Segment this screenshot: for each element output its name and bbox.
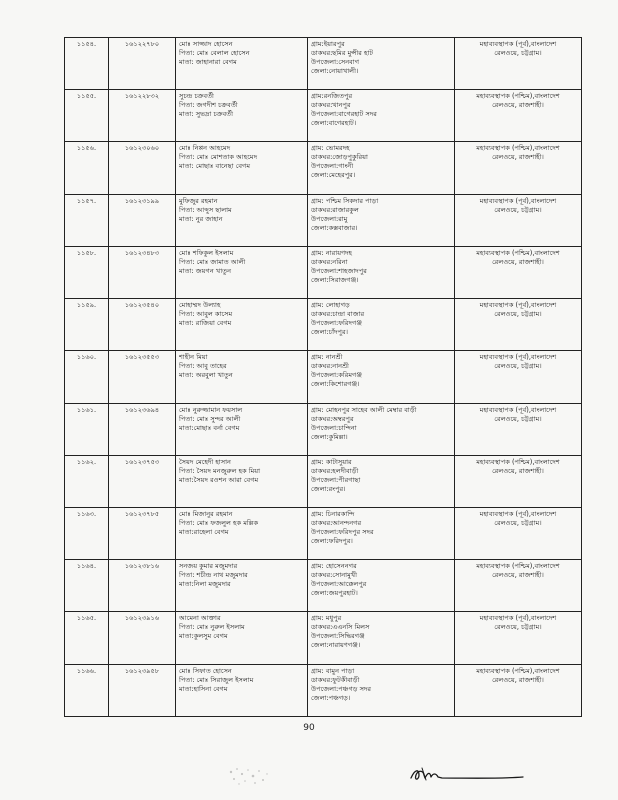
table-row [65,299,582,351]
posting-office-cell [455,612,582,664]
candidate-name-cell-father: পিতা: মোঃ বেলাল হোসেন [179,49,250,57]
candidate-name-cell-father: পিতা: আবু তাহের [179,362,227,371]
roll-number-cell-roll: ১৬১২৩৭৮৫ [124,509,160,518]
serial-number-cell-serial: ১১৬২. [76,457,97,466]
address-cell-addr4: জেলা:নোয়াখালী। [311,67,359,75]
serial-number-cell [65,403,109,455]
candidate-name-cell-mother: মাতা: সুভদ্রা চক্রবর্তী [179,110,233,119]
posting-office-cell-post2: রেলওয়ে, রাজশাহী। [492,675,544,684]
posting-office-cell [455,90,582,142]
roll-number-cell [109,612,176,664]
posting-office-cell-post1: মহাব্যবস্থাপক (পূর্ব),বাংলাদেশ [479,353,557,362]
candidate-name-cell-father: পিতা: আব্দুস ছালাম [179,205,232,214]
serial-number-cell-serial: ১১৬৪. [76,562,97,571]
posting-office-cell [455,246,582,298]
scan-smudge-mark [225,764,273,788]
candidate-name-cell-mother: মাতা:মোছাঃ বর্না বেগম [179,423,240,432]
address-cell-addr2: ডাকঘর:নরিনা [311,257,348,266]
table-row [65,507,582,559]
candidate-name-cell-father: পিতা: মোঃ সুন্দর আলী [179,414,241,423]
candidate-name-cell-mother: মাতা: রাজিয়া বেগম [179,319,232,328]
address-cell-addr3: উপজেলা:শাহজাদপুর [311,266,367,275]
posting-office-cell-post1: মহাব্যবস্থাপক (পূর্ব),বাংলাদেশ [479,196,557,205]
address-cell-addr2: ডাকঘর:চান্দ্রা বাজার [311,310,365,319]
posting-office-cell [455,507,582,559]
posting-office-cell-post1: মহাব্যবস্থাপক (পূর্ব),বাংলাদেশ [479,40,557,48]
posting-office-cell-post2: রেলওয়ে, রাজশাহী। [492,257,544,266]
roll-number-cell-roll: ১৬১২৩৪৮৩ [124,248,160,257]
handwritten-signature [407,766,527,784]
serial-number-cell-serial: ১১৬৩. [76,509,97,518]
candidate-name-cell [176,142,308,194]
posting-office-cell [455,38,582,90]
candidate-table [64,37,582,717]
posting-office-cell-post1: মহাব্যবস্থাপক (পশ্চিম),বাংলাদেশ [476,92,560,101]
roll-number-cell-roll: ১৬১২৩০৬০ [124,144,160,153]
candidate-name-cell-father: পিতা: মোঃ নুরুল ইসলাম [179,623,245,632]
candidate-name-cell-mother: মাতা: মোছাঃ বানেছা বেগম [179,162,251,171]
candidate-name-cell [176,90,308,142]
serial-number-cell-serial: ১১৫৫. [76,92,97,101]
posting-office-cell-post2: রেলওয়ে, চট্টগ্রাম। [494,49,542,57]
table-row [65,246,582,298]
address-cell-addr3: উপজেলা:রামু [311,214,348,223]
candidate-name-cell-father: পিতা: সৈয়দ মনজুরুল হক মিয়া [179,466,261,475]
posting-office-cell-post1: মহাব্যবস্থাপক (পশ্চিম),বাংলাদেশ [476,457,560,466]
roll-number-cell [109,142,176,194]
address-cell [308,246,455,298]
posting-office-cell-post1: মহাব্যবস্থাপক (পূর্ব),বাংলাদেশ [479,405,557,414]
candidate-name-cell-name: মোঃ শফিকুল ইসলাম [179,248,234,257]
posting-office-cell [455,351,582,403]
roll-number-cell [109,664,176,716]
address-cell-addr3: উপজেলা:ফরিদপুর সদর [311,527,374,536]
serial-number-cell-serial: ১১৬৫. [76,614,97,623]
roll-number-cell [109,351,176,403]
serial-number-cell [65,455,109,507]
address-cell-addr4: জেলা:চাঁদপুর। [311,328,349,337]
address-cell-addr3: উপজেলা:চান্দিনা [311,423,357,432]
address-cell-addr1: গ্রাম: মোহনপুর সাহেব আলী মেম্বার বাড়ী [311,405,417,414]
address-cell-addr1: গ্রাম: নানশ্রী [311,353,343,362]
candidate-list-sheet [64,37,581,717]
address-cell-addr3: উপজেলা:আক্কেলপুর [311,580,367,589]
posting-office-cell-post1: মহাব্যবস্থাপক (পূর্ব),বাংলাদেশ [479,301,557,310]
address-cell-addr4: জেলা:কিশোরগঞ্জ। [311,380,360,389]
candidate-name-cell-mother: মাতা:সৈয়দ রওশন আরা বেগম [179,475,259,484]
table-row [65,142,582,194]
address-cell-addr2: ডাকঘর:নানশ্রী [311,362,349,371]
roll-number-cell-roll: ১৬১২৩১৯৯ [124,196,160,205]
address-cell-addr4: জেলা:বাগেরহাট। [311,119,357,128]
serial-number-cell-serial: ১১৫৪. [76,40,97,48]
serial-number-cell [65,664,109,716]
candidate-name-cell [176,403,308,455]
posting-office-cell-post1: মহাব্যবস্থাপক (পূর্ব),বাংলাদেশ [479,509,557,518]
table-row [65,560,582,612]
address-cell-addr1: গ্রাম: ভোমরদহ [311,144,350,153]
candidate-name-cell-mother: মাতা: জাহানারা বেগম [179,58,237,66]
address-cell-addr1: গ্রাম: চিনারকান্দি [311,509,355,518]
table-row [65,351,582,403]
candidate-name-cell-mother: মাতা:রাহেলা বেগম [179,527,229,536]
candidate-name-cell-name: সৈয়দ মেহেদী হাসান [179,457,231,466]
candidate-name-cell-mother: মাতা:কুলসুম বেগম [179,632,228,641]
candidate-name-cell-father: পিতা: মোঃ সিরাজুল ইসলাম [179,675,254,684]
candidate-name-cell-name: আমেনা আক্তার [179,614,221,623]
serial-number-cell [65,507,109,559]
candidate-name-cell-father: পিতা: শচীন্দ্র নাথ মজুমদার [179,571,248,580]
address-cell-addr2: ডাকঘর:রাজারকুল [311,205,359,214]
posting-office-cell-post1: মহাব্যবস্থাপক (পূর্ব),বাংলাদেশ [479,614,557,623]
posting-office-cell-post1: মহাব্যবস্থাপক (পশ্চিম),বাংলাদেশ [476,666,560,675]
table-row [65,403,582,455]
roll-number-cell [109,246,176,298]
candidate-name-cell-name: মোঃ মিজানুর রহমান [179,509,233,518]
serial-number-cell [65,142,109,194]
address-cell-addr2: ডাকঘর:সোনামুখী [311,571,357,580]
address-cell-addr4: জেলা:মেহেরপুর। [311,171,356,180]
address-cell [308,403,455,455]
posting-office-cell-post2: রেলওয়ে, চট্টগ্রাম। [494,205,542,214]
candidate-name-cell [176,507,308,559]
table-row [65,194,582,246]
serial-number-cell [65,299,109,351]
page-number: 90 [303,723,315,733]
candidate-name-cell [176,351,308,403]
candidate-table-body [65,38,582,717]
serial-number-cell-serial: ১১৬০. [76,353,97,362]
roll-number-cell-roll: ১৬১২৩৯৫৮ [124,666,160,675]
candidate-name-cell-father: পিতা: আবুল কাসেম [179,310,233,319]
candidate-name-cell-mother: মাতা: অরবুলা খাতুন [179,371,233,380]
address-cell-addr3: উপজেলা:গাংনী [311,162,354,171]
candidate-name-cell-name: সুচন্দ্র চক্রবর্তী [179,92,214,101]
serial-number-cell [65,560,109,612]
serial-number-cell [65,38,109,90]
posting-office-cell [455,664,582,716]
candidate-name-cell [176,455,308,507]
address-cell-addr2: ডাকঘর:ফুটকীবাড়ী [311,675,360,684]
address-cell-addr4: জেলা:নারায়ণগঞ্জ। [311,641,361,650]
address-cell-addr3: উপজেলা:করিমগঞ্জ [311,371,362,380]
roll-number-cell-roll: ১৬১২৩৭৫৩ [124,457,160,466]
posting-office-cell-post1: মহাব্যবস্থাপক (পশ্চিম),বাংলাদেশ [476,562,560,571]
candidate-name-cell-mother: মাতা: নুর জাহান [179,214,223,223]
serial-number-cell-serial: ১১৬৬. [76,666,97,675]
address-cell-addr3: উপজেলা:বাগেরহাট সদর [311,110,377,119]
candidate-name-cell [176,612,308,664]
serial-number-cell-serial: ১১৫৯. [76,301,97,310]
posting-office-cell-post2: রেলওয়ে, চট্টগ্রাম। [494,414,542,423]
address-cell-addr2: ডাকঘর:ছমির মুন্সীর হাট [311,49,373,57]
posting-office-cell [455,560,582,612]
candidate-name-cell-mother: মাতা:নিলা মজুমদার [179,580,231,589]
posting-office-cell [455,142,582,194]
address-cell [308,507,455,559]
address-cell-addr2: ডাকঘর:অম্বরপুর [311,414,354,423]
address-cell-addr1: গ্রাম: লোহাগড় [311,301,350,310]
address-cell-addr4: জেলা:ফরিদপুর। [311,536,353,545]
table-row [65,664,582,716]
candidate-name-cell-father: পিতা: মোঃ মোশতাক আহমেদ [179,153,258,162]
address-cell-addr1: গ্রাম: পশ্চিম সিকদার পাড়া [311,196,379,205]
roll-number-cell-roll: ১৬১২৩৯১৬ [124,614,160,623]
address-cell [308,560,455,612]
posting-office-cell-post1: মহাব্যবস্থাপক (পশ্চিম),বাংলাদেশ [476,248,560,257]
posting-office-cell [455,194,582,246]
roll-number-cell [109,38,176,90]
address-cell [308,664,455,716]
address-cell-addr2: ডাকঘর:এএনসি মিলস [311,623,370,632]
serial-number-cell [65,194,109,246]
candidate-name-cell-name: মোহাম্মদ উল্যাহ [179,301,221,310]
address-cell-addr3: উপজেলা:সিদ্ধিরগঞ্জ [311,632,365,641]
address-cell-addr4: জেলা:সিরাজগঞ্জ। [311,275,359,284]
posting-office-cell [455,455,582,507]
candidate-name-cell-father: পিতা: মোঃ ফজলুল হক মল্লিক [179,518,259,527]
posting-office-cell-post2: রেলওয়ে, চট্টগ্রাম। [494,623,542,632]
serial-number-cell-serial: ১১৫৮. [76,248,97,257]
candidate-name-cell-name: সনজয় কুমার মজুমদার [179,562,238,571]
posting-office-cell-post2: রেলওয়ে, চট্টগ্রাম। [494,518,542,527]
candidate-name-cell [176,38,308,90]
candidate-name-cell [176,246,308,298]
candidate-name-cell-mother: মাতা:হাসিনা বেগম [179,684,228,693]
roll-number-cell [109,560,176,612]
candidate-name-cell-father: পিতা: মোঃ জামাত আলী [179,257,246,266]
posting-office-cell [455,403,582,455]
address-cell-addr4: জেলা:জয়পুরহাট। [311,589,358,598]
candidate-name-cell-father: পিতা: জগদীশ চক্রবর্তী [179,101,238,110]
serial-number-cell [65,351,109,403]
candidate-name-cell [176,299,308,351]
posting-office-cell-post2: রেলওয়ে, রাজশাহী। [492,571,544,580]
address-cell [308,612,455,664]
address-cell-addr1: গ্রাম: কাটাসুয়ার [311,457,352,466]
address-cell-addr4: জেলা:রংপুর। [311,484,346,493]
roll-number-cell [109,455,176,507]
candidate-name-cell-name: মোঃ সাজ্জাদ হোসেন [179,40,233,48]
serial-number-cell-serial: ১১৫৭. [76,196,97,205]
posting-office-cell-post2: রেলওয়ে, চট্টগ্রাম। [494,310,542,319]
posting-office-cell-post2: রেলওয়ে, চট্টগ্রাম। [494,362,542,371]
table-row [65,455,582,507]
serial-number-cell [65,612,109,664]
address-cell-addr1: গ্রাম: নারায়ণদহ [311,248,353,257]
address-cell-addr1: গ্রাম:রনজিতপুর [311,92,353,101]
candidate-name-cell-name: মোঃ নিপ্পন আহমেদ [179,144,231,153]
address-cell-addr1: গ্রাম: মধুপুর [311,614,342,623]
address-cell [308,299,455,351]
posting-office-cell-post2: রেলওয়ে, রাজশাহী। [492,153,544,162]
candidate-name-cell-name: মোঃ নুরুজ্জামান ফয়সাল [179,405,243,414]
posting-office-cell-post2: রেলওয়ে, রাজশাহী। [492,101,544,110]
address-cell-addr4: জেলা:পঞ্চগড়। [311,693,351,702]
address-cell-addr2: ডাকঘর:জোড়পুকুরিয়া [311,153,368,162]
address-cell [308,455,455,507]
address-cell-addr3: উপজেলা:ফরিদগঞ্জ [311,319,362,328]
serial-number-cell [65,246,109,298]
candidate-name-cell [176,664,308,716]
address-cell-addr3: উপজেলা:পঞ্চগড় সদর [311,684,372,693]
serial-number-cell-serial: ১১৫৬. [76,144,97,153]
candidate-name-cell-name: মোঃ সিফাত হোসেন [179,666,232,675]
address-cell-addr1: গ্রাম: বামুন পাড়া [311,666,355,675]
roll-number-cell-roll: ১৬১২৩৫৪০ [124,301,160,310]
roll-number-cell-roll: ১৬১২২৮৩২ [124,92,160,101]
roll-number-cell-roll: ১৬১২৩৬৯৪ [124,405,160,414]
roll-number-cell [109,403,176,455]
address-cell-addr2: ডাকঘর:খানপুর [311,101,351,110]
address-cell [308,194,455,246]
candidate-name-cell-name: শাহীন মিয়া [179,353,208,362]
address-cell [308,351,455,403]
address-cell-addr2: ডাকঘর:হলদীবাড়ী [311,466,359,475]
address-cell-addr4: জেলা:কুমিল্লা। [311,432,348,441]
candidate-name-cell-mother: মাতা: জয়গন খাতুন [179,266,232,275]
roll-number-cell-roll: ১৬১২৩৮১৬ [124,562,160,571]
address-cell [308,38,455,90]
roll-number-cell [109,194,176,246]
address-cell-addr2: ডাকঘর:আনন্দনগর [311,518,362,527]
address-cell [308,142,455,194]
address-cell-addr3: উপজেলা:সেনবাগ [311,58,360,66]
address-cell-addr4: জেলা:কক্সবাজার। [311,223,358,232]
posting-office-cell-post2: রেলওয়ে, রাজশাহী। [492,466,544,475]
roll-number-cell-roll: ১৬১২২৭৮০ [124,40,160,48]
roll-number-cell [109,90,176,142]
table-row [65,38,582,90]
candidate-name-cell-name: মুফিজুর রহমান [179,196,218,205]
serial-number-cell [65,90,109,142]
address-cell-addr1: গ্রাম:ইয়ারপুর [311,40,345,48]
table-row [65,612,582,664]
table-row [65,90,582,142]
candidate-name-cell [176,560,308,612]
roll-number-cell [109,299,176,351]
serial-number-cell-serial: ১১৬১. [76,405,97,414]
candidate-name-cell [176,194,308,246]
address-cell [308,90,455,142]
roll-number-cell [109,507,176,559]
posting-office-cell-post1: মহাব্যবস্থাপক (পশ্চিম),বাংলাদেশ [476,144,560,153]
roll-number-cell-roll: ১৬১২৩৫৫৩ [124,353,160,362]
address-cell-addr3: উপজেলা:পীরগাছা [311,475,361,484]
posting-office-cell [455,299,582,351]
address-cell-addr1: গ্রাম: হোসেননগর [311,562,357,571]
